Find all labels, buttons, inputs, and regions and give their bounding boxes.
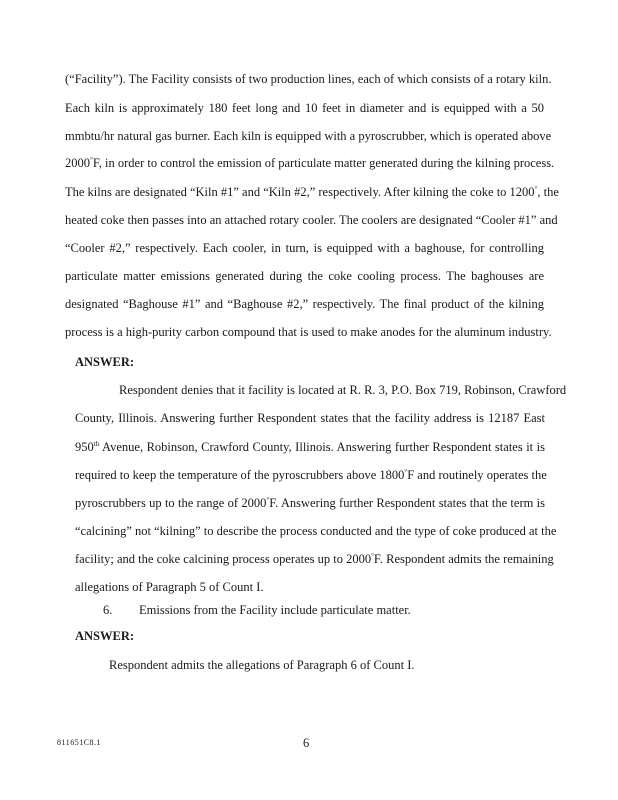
answer-heading-2: ANSWER: [75,629,135,643]
text-segment: designated “Baghouse #1” and “Baghouse #2,” respectively. The final product of the kilning [65,297,544,311]
text-line [65,71,552,87]
text-line [65,324,552,340]
text-line [65,240,544,256]
text-segment: facility; and the coke calcining process operates up to 2000 [75,552,372,566]
text-segment: 2000 [65,156,90,170]
text-line [75,410,545,426]
superscript: ° [266,496,270,504]
text-line [65,268,544,284]
answer-2-text: Respondent admits the allegations of Paragraph 6 of Count I. [109,658,415,672]
text-segment: process is a high-purity carbon compound that is used to make anodes for the aluminum industry. [65,325,552,339]
text-line [75,551,554,567]
text-segment: “Cooler #2,” respectively. Each cooler, in turn, is equipped with a baghouse, for controlling [65,241,544,255]
text-line [65,184,559,200]
paragraph-6-number: 6. [103,603,113,617]
text-segment: F. Respondent admits the remaining [373,552,554,566]
answer-heading-1: ANSWER: [75,355,135,369]
text-segment: mmbtu/hr natural gas burner. Each kiln is equipped with a pyroscrubber, which is operated above [65,129,552,143]
text-line [75,579,545,595]
superscript: th [93,440,100,448]
text-line [65,296,544,312]
page-number: 6 [303,736,310,750]
text-segment: “calcining” not “kilning” to describe the process conducted and the type of coke produced at the [75,524,557,538]
text-segment: pyroscrubbers up to the range of 2000 [75,496,267,510]
text-segment: Each kiln is approximately 180 feet long and 10 feet in diameter and is equipped with a 50 [65,101,544,115]
paragraph-6-text: Emissions from the Facility include particulate matter. [139,603,411,617]
footer-document-id: 811651C8.1 [57,738,102,747]
text-line [65,100,544,116]
text-segment: , the [537,185,559,199]
text-line [65,155,555,171]
text-segment: heated coke then passes into an attached rotary cooler. The coolers are designated “Cooler #1” and [65,213,558,227]
text-segment: F, in order to control the emission of particulate matter generated during the kilning process. [92,156,555,170]
text-line [65,212,558,228]
superscript: ° [90,156,93,164]
text-line [119,382,567,398]
text-line [75,523,557,539]
text-line [75,495,545,511]
text-segment: Respondent denies that it facility is located at R. R. 3, P.O. Box 719, Robinson, Crawford [119,383,567,397]
text-line [75,439,545,455]
text-segment: The kilns are designated “Kiln #1” and “Kiln #2,” respectively. After kilning the coke to 1200 [65,185,535,199]
text-segment: County, Illinois. Answering further Respondent states that the facility address is 12187 East [75,411,545,425]
text-segment: F and routinely operates the [407,468,547,482]
superscript: ° [404,468,408,476]
text-segment: (“Facility”). The Facility consists of two production lines, each of which consists of a rotary kiln. [65,72,552,86]
superscript: ° [371,552,374,560]
text-segment: allegations of Paragraph 5 of Count I. [75,580,264,594]
superscript: ° [534,185,538,193]
text-segment: particulate matter emissions generated during the coke cooling process. The baghouses are [65,269,544,283]
text-segment: Avenue, Robinson, Crawford County, Illinois. Answering further Respondent states it is [99,440,545,454]
text-segment: F. Answering further Respondent states that the term is [269,496,545,510]
text-segment: 950 [75,440,94,454]
text-segment: required to keep the temperature of the pyroscrubbers above 1800 [75,468,405,482]
text-line [75,467,545,483]
text-line [65,128,552,144]
